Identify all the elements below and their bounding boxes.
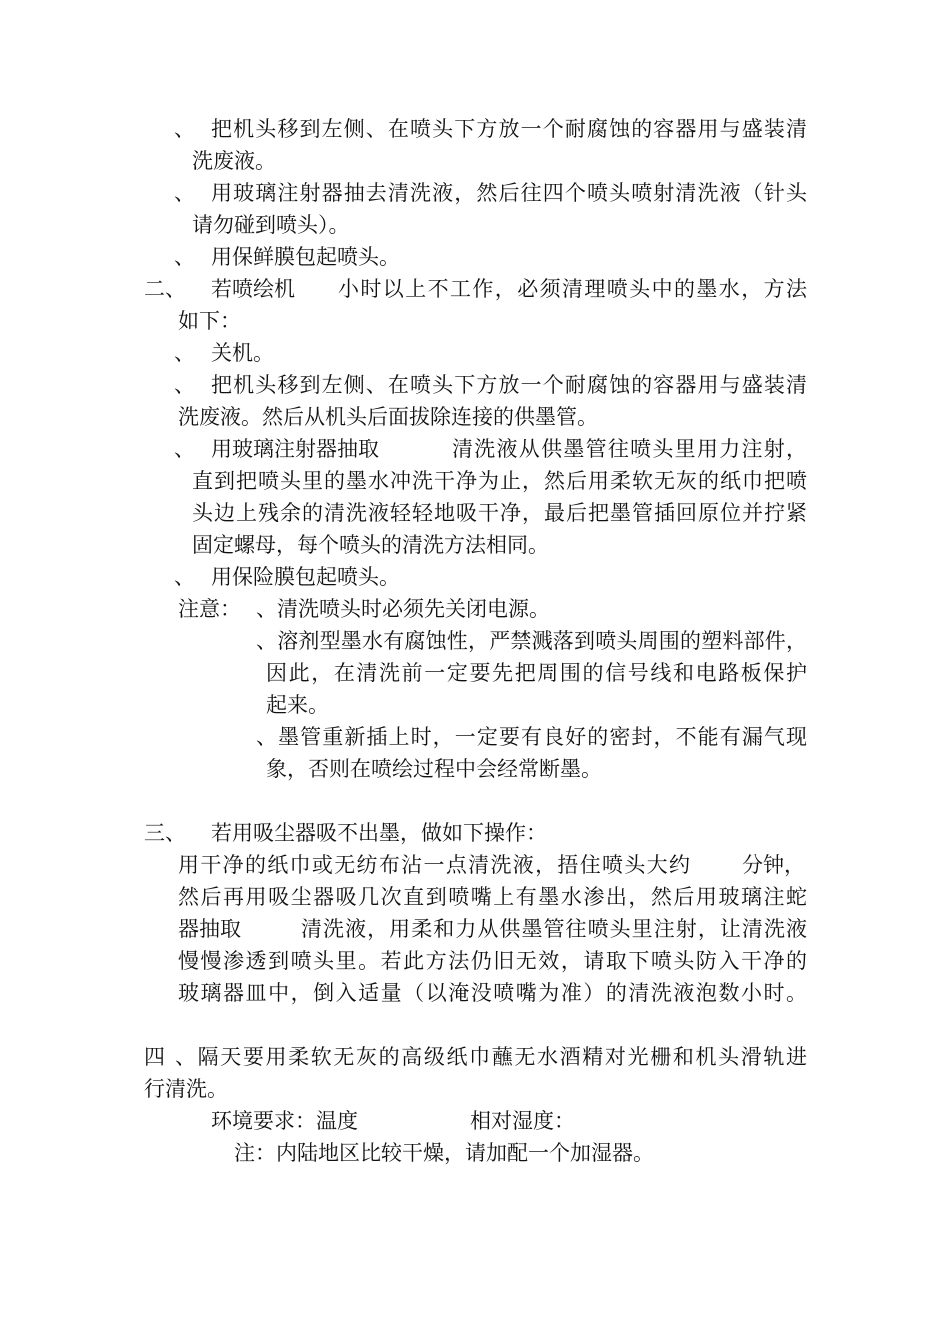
list-marker: 、 [174,341,195,365]
note-line: 、墨管重新插上时，一定要有良好的密封，不能有漏气现 [256,725,807,749]
paragraph-line: 行清洗。 [144,1077,228,1101]
paragraph-line: 用保鲜膜包起喷头。 [211,245,400,269]
note-line: 起来。 [266,693,329,717]
section-heading: 若喷绘机 [211,277,295,301]
paragraph-line: 头边上残余的清洗液轻轻地吸干净，最后把墨管插回原位并拧紧 [192,501,807,525]
list-marker: 、 [174,437,195,461]
note-line: 象，否则在喷绘过程中会经常断墨。 [266,757,602,781]
paragraph-line: 慢慢渗透到喷头里。若此方法仍旧无效，请取下喷头防入干净的 [178,949,807,973]
environment-requirement: 环境要求：温度 [211,1109,358,1133]
note-line: 注：内陆地区比较干燥，请加配一个加湿器。 [234,1141,654,1165]
note-line: 因此，在清洗前一定要先把周围的信号线和电路板保护 [266,661,807,685]
paragraph-line: 清洗液从供墨管往喷头里用力注射， [452,437,807,461]
paragraph-line: 清洗液，用柔和力从供墨管往喷头里注射，让清洗液 [301,917,807,941]
section-number: 三、 [144,821,186,845]
paragraph-line: 洗废液。 [192,149,276,173]
paragraph-line: 请勿碰到喷头）。 [192,213,350,237]
paragraph-line: 关机。 [211,341,274,365]
paragraph-line: 固定螺母，每个喷头的清洗方法相同。 [192,533,549,557]
section-heading: 若用吸尘器吸不出墨，做如下操作： [211,821,547,845]
list-marker: 、 [174,117,195,141]
paragraph-line: 器抽取 [178,917,241,941]
environment-requirement: 相对湿度： [470,1109,575,1133]
paragraph-line: 用玻璃注射器抽去清洗液，然后往四个喷头喷射清洗液（针头 [211,181,807,205]
section-heading: 小时以上不工作，必须清理喷头中的墨水，方法 [338,277,807,301]
note-label: 注意： [178,597,241,621]
section-heading: 如下： [178,309,241,333]
list-marker: 、 [174,565,195,589]
note-line: 、溶剂型墨水有腐蚀性，严禁溅落到喷头周围的塑料部件， [256,629,807,653]
paragraph-line: 四 、隔天要用柔软无灰的高级纸巾蘸无水酒精对光栅和机头滑轨进 [144,1045,807,1069]
paragraph-line: 用干净的纸巾或无纺布沾一点清洗液，捂住喷头大约 [178,853,690,877]
paragraph-line: 用保险膜包起喷头。 [211,565,400,589]
paragraph-line: 把机头移到左侧、在喷头下方放一个耐腐蚀的容器用与盛装清 [211,117,807,141]
list-marker: 、 [174,373,195,397]
paragraph-line: 玻璃器皿中，倒入适量（以淹没喷嘴为准）的清洗液泡数小时。 [178,981,807,1005]
list-marker: 、 [174,181,195,205]
paragraph-line: 用玻璃注射器抽取 [211,437,379,461]
paragraph-line: 洗废液。然后从机头后面拔除连接的供墨管。 [178,405,598,429]
paragraph-line: 分钟， [742,853,805,877]
paragraph-line: 直到把喷头里的墨水冲洗干净为止，然后用柔软无灰的纸巾把喷 [192,469,807,493]
section-number: 二、 [144,277,186,301]
paragraph-line: 把机头移到左侧、在喷头下方放一个耐腐蚀的容器用与盛装清 [211,373,807,397]
note-line: 、清洗喷头时必须先关闭电源。 [256,597,550,621]
paragraph-line: 然后再用吸尘器吸几次直到喷嘴上有墨水渗出，然后用玻璃注蛇 [178,885,807,909]
list-marker: 、 [174,245,195,269]
